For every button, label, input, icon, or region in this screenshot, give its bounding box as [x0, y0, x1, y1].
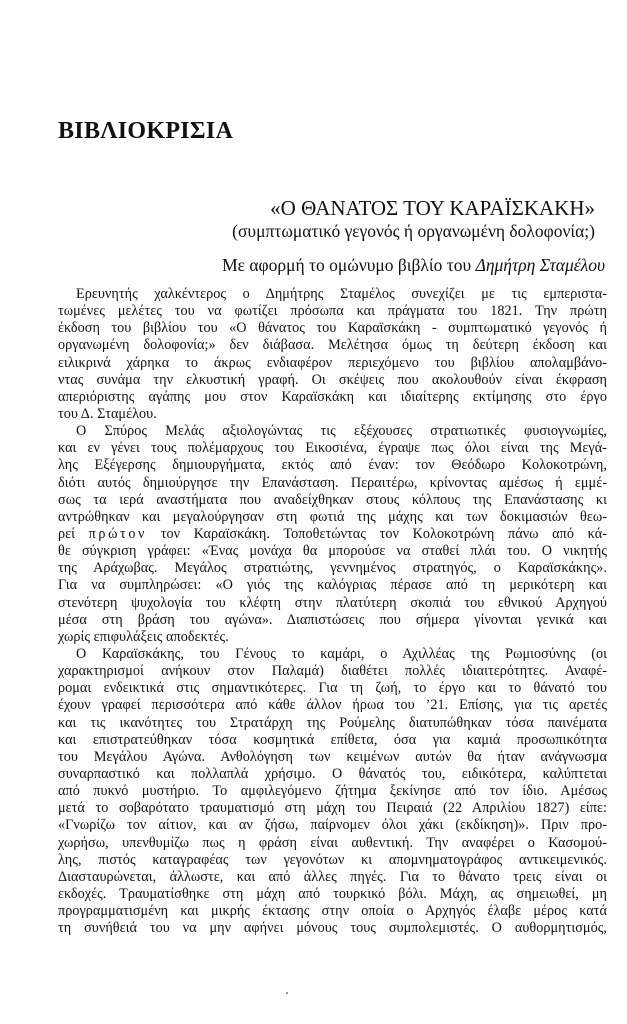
body-line: από πυκνό μυστήριο. Το αμφιλεγόμενο ζήτημα ξεκίνησε από τον ίδιο. Αμέσως [58, 783, 607, 800]
body-line-part: τον Καραϊσκάκη. Τοποθετώντας τον Κολοκοτρώνη πάνω από κά- [160, 525, 607, 542]
body-line: και επιστρατεύθηκαν τόσα κοσμητικά επίθετα, όσα για καμιά προσωπικότητα [58, 731, 607, 748]
title-block [60, 196, 605, 276]
article-title: «Ο ΘΑΝΑΤΟΣ ΤΟΥ ΚΑΡΑΪΣΚΑΚΗ» [270, 196, 595, 220]
body-line: σως τα ιερά αναστήματα που αναδείχθηκαν στους κόλπους της Επανάστασης κι [58, 491, 607, 508]
body-line: έχουν γραφεί περισσότερα από κάθε άλλον ήρωα του ’21. Επίσης, για τις αρετές [58, 697, 607, 714]
body-line: και τις ικανότητες του Στρατάρχη της Ρούμελης διατυπώθηκαν τόσα παινέματα [58, 714, 607, 731]
body-line: Ο Καραϊσκάκης, του Γένους το καμάρι, ο Αχιλλέας της Ρωμιοσύνης (οι [76, 645, 607, 662]
body-line: χωρίς επιφυλάξεις αποδεκτές. [58, 628, 229, 645]
body-line: μέσα στη βράση του αγώνα». Διαπιστώσεις που σήμερα γίνονται γενικά και [58, 611, 607, 628]
article-subtitle: (συμπτωματικό γεγονός ή οργανωμένη δολοφονία;) [232, 221, 595, 241]
body-line: του Μεγάλου Αγώνα. Ανθολόγηση των κειμένων αυτών θα ήταν ανάγνωσμα [58, 748, 607, 765]
occasion-prefix: Με αφορμή το ομώνυμο βιβλίο του [222, 255, 476, 275]
body-line: του Δ. Σταμέλου. [58, 405, 157, 422]
body-line: ρομαι ενδεικτικά στις σημαντικότερες. Για τη ζωή, το έργο και το θάνατό του [58, 680, 607, 697]
emphasized-word: πρώτον [88, 525, 148, 542]
body-line: θε σύγκριση γράφει: «Ένας μονάχα θα μπορούσε να σταθεί πλάι του. Ο νικητής [58, 543, 607, 560]
body-line: ειλικρινά χάρηκα το άκρως ενδιαφέρον περιεχόμενο του βιβλίου απολαμβάνο- [58, 354, 607, 371]
body-line: έκδοση του βιβλίου του «Ο θάνατος του Καραϊσκάκη - συμπτωματικό γεγονός ή [58, 320, 607, 337]
body-line: Ο Σπύρος Μελάς αξιολογώντας τις εξέχουσες στρατιωτικές φυσιογνωμίες, [76, 423, 607, 440]
body-line: προγραμματισμένη και μικρής έκτασης στην οποία ο Αρχηγός έλαβε μέρος κατά [58, 903, 607, 920]
body-line: εκδοχές. Τραυματίσθηκε στη μάχη από τουρκικό βόλι. Μάχη, ας σημειωθεί, μη [58, 885, 607, 902]
page-speck [286, 992, 288, 994]
body-line: ντας συνάμα την ελκυστική γραφή. Οι σκέψεις που ακολουθούν είναι έκφραση [58, 371, 607, 388]
author-name: Δημήτρη Σταμέλου [475, 255, 605, 275]
body-line: απεριόριστης αγάπης μου στον Καραϊσκάκη και ιδιαίτερης εκτίμησης στο έργο [58, 388, 607, 405]
body-line: χωρήσω, υπενθυμίζω πως η φράση είναι αυθεντική. Την αναφέρει ο Κασομού- [58, 834, 607, 851]
section-heading: ΒΙΒΛΙΟΚΡΙΣΙΑ [58, 118, 234, 144]
body-line: αντρώθηκαν και μεγαλούργησαν στη φωτιά της μάχης και των δοκιμασιών θεω- [58, 508, 607, 525]
body-line-composite [58, 526, 607, 543]
body-line: Για να συμπληρώσει: «Ο γιός της καλόγριας πέρασε από τη μερικότερη και [58, 577, 607, 594]
body-line: και εν γένει τους πολέμαρχους του Εικοσιένα, έγραψε πως όλοι είναι της Μεγά- [58, 440, 607, 457]
occasion-line [60, 254, 605, 276]
body-text [58, 286, 607, 937]
body-line: της Αράχωβας. Μεγάλος στρατιώτης, γεννημένος στρατηγός, ο Καραϊσκάκης». [58, 560, 607, 577]
body-line: χαρακτηρισμοί ανήκουν στον Παλαμά) διαθέτει πολλές ιδιαιτερότητες. Αναφέ- [58, 663, 607, 680]
body-line: συναρπαστικό και πολλαπλά χρήσιμο. Ο θάνατός του, ειδικότερα, καλύπτεται [58, 765, 607, 782]
body-line: οργανωμένη δολοφονία;» δεν διάβασα. Μελέτησα όμως τη δεύτερη έκδοση και [58, 337, 607, 354]
body-line: λης Εξέγερσης δημιουργήματα, εκτός από έναν: τον Θεόδωρο Κολοκοτρώνη, [58, 457, 607, 474]
body-line: Διασταυρώνεται, άλλωστε, και από άλλες πηγές. Για το θάνατο τρεις είναι οι [58, 868, 607, 885]
body-line: τη συνήθειά του να μην αφήνει μόνους τους συμπολεμιστές. Ο αυθορμητισμός, [58, 920, 607, 937]
body-line: διότι αυτός δημιούργησε την Επανάσταση. Περαιτέρω, κρίνοντας αμέσως ή εμμέ- [58, 474, 607, 491]
body-line: τωμένες μελέτες του να φωτίζει πρόσωπα και πράγματα του 1821. Την πρώτη [58, 303, 607, 320]
body-line: λης, πιστός καταγραφέας των γεγονότων κι απομνηματογράφος αντικειμενικός. [58, 851, 607, 868]
body-line: Ερευνητής χαλκέντερος ο Δημήτρης Σταμέλος συνεχίζει με τις εμπεριστα- [76, 286, 607, 302]
body-line: «Γνωρίζω τον αίτιον, και αν ζήσω, παίρνομεν όλοι χάκι (εκδίκηση)». Πριν προ- [58, 817, 607, 834]
body-line: στενότερη ψυχολογία του κλέφτη στην πλατύτερη σκοπιά του εθνικού Αρχηγού [58, 594, 607, 611]
body-line: μετά το σοβαρότατο τραυματισμό στη μάχη του Πειραιά (22 Απριλίου 1827) είπε: [58, 800, 607, 817]
body-line-part: ρεί [58, 525, 89, 542]
